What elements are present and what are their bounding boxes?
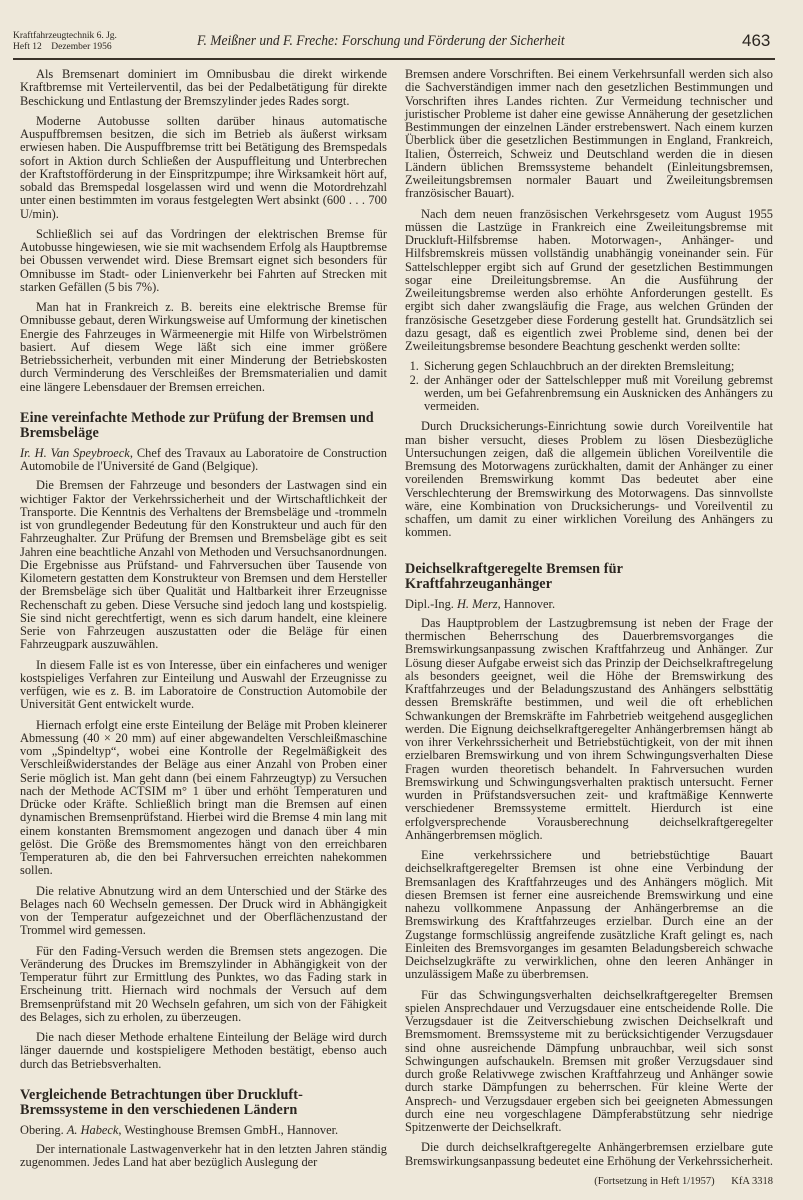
header-rule — [13, 58, 775, 60]
paragraph: Eine verkehrssichere und betriebstüchtige Bauart deichselkraftgeregelter Bremsen ist ohne eine Verbindung der Bremsanlagen des Kraftfahrzeuges und des Anhängers möglich. Mit diesen Bremsen ist ferner eine ausreichende Bremswirkung und eine nahezu vollkommene Anpassung der Anhängerbremse an die Bremswirkung des Kraftfahrzeuges erzielbar. Durch eine an der Zugstange formschlüssig angreifende zusätzliche Kraft gelingt es, nach Einleiten des Bremsvorganges im gesamten Beladungsbereich schwache Deichselzugkräfte zu verwirklichen, ohne den leeren Anhänger in unzulässigem Maße zu überbremsen. — [405, 848, 773, 982]
paragraph: Die Bremsen der Fahrzeuge und besonders der Lastwagen sind ein wichtiger Faktor der Verkehrssicherheit und der Wirtschaftlichkeit der Transporte. Die Kenntnis des Verhaltens der Bremsbeläge und -trommeln ist von grundlegender Bedeutung für den Konstrukteur und auch für den Fahrzeughalter. Zur Prüfung der Bremsen und Bremsbeläge gibt es seit Jahren eine beachtliche Anzahl von Methoden und Versuchsanordnungen. Die Ergebnisse aus Prüfstand- und Fahrversuchen über Tausende von Kilometern gestatten dem Konstrukteur von Bremsen und dem Hersteller der Bremsbeläge sich über Qualität und Haltbarkeit ihrer Erzeugnisse Rechenschaft zu geben. Diese Versuche sind jedoch lang und kostspielig. Sie sind nicht gerechtfertigt, wenn es sich darum handelt, eine kleinere Serie von Fahrzeugen auszustatten oder die Beläge für einen Fahrzeugpark auszuwählen. — [20, 478, 387, 652]
paragraph: Hiernach erfolgt eine erste Einteilung der Beläge mit Proben kleinerer Abmessung (40 × 20 mm) auf einer abgewandelten Verschleißmaschine vom „Spindeltyp“, wobei eine Kontrolle der Regelmäßigkeit des Verschleißwiderstandes der Beläge aus einer Anzahl von Proben einer Serie möglich ist. Man geht dann (bei einem Fahrzeugtyp) zu Versuchen nach der Methode ACTSIM m° 1 über und erhöht Temperaturen und Drücke oder Kräfte. Schließlich bringt man die Bremsen auf einen dynamischen Bremsenprüfstand. Hierbei wird die Bremse 4 min lang mit einem konstanten Bremsmoment angezogen und danach über 4 min gelöst. Die Größe des Bremsmomentes hängt von den erreichbaren Temperaturen ab, die den bei Fahrversuchen erreichten nahekommen sollen. — [20, 717, 387, 878]
running-title: F. Meißner und F. Freche: Forschung und Förderung der Sicherheit — [197, 33, 565, 49]
author-title: Dipl.-Ing. — [405, 596, 457, 611]
reference-code: KfA 3318 — [731, 1175, 773, 1187]
paragraph: Der internationale Lastwagenverkehr hat in den letzten Jahren ständig zugenommen. Jedes Land hat aber bezüglich Auslegung der — [20, 1142, 387, 1170]
author-affiliation: , Westinghouse Bremsen GmbH., Hannover. — [118, 1122, 339, 1137]
article-footer — [405, 1175, 773, 1188]
section-heading: Eine vereinfachte Methode zur Prüfung der Bremsen und Bremsbeläge — [20, 409, 374, 441]
section-heading: Deichselkraftgeregelte Bremsen für Kraftfahrzeuganhänger — [405, 560, 623, 592]
journal-volume: Kraftfahrzeugtechnik 6. Jg. — [13, 31, 117, 41]
paragraph: Man hat in Frankreich z. B. bereits eine elektrische Bremse für Omnibusse gebaut, deren Wirkungsweise auf Umformung der kinetischen Energie des Fahrzeuges in Wärmeenergie mit Hilfe von Wirbelströmen basiert. Auf diesem Wege läßt sich eine immer größere Betriebssicherheit, verbunden mit einer Minderung der Betriebskosten durch Verminderung des Verschleißes der Bremsmaterialien und damit eine längere Lebensdauer der Bremsen erreichen. — [20, 300, 387, 394]
paragraph: Die nach dieser Methode erhaltene Einteilung der Beläge wird durch länger dauernde und kostspieligere Methoden bestätigt, ebenso auch durch das Betriebsverhalten. — [20, 1030, 387, 1071]
paragraph: Für das Schwingungsverhalten deichselkraftgeregelter Bremsen spielen Ansprechdauer und Verzugsdauer eine entscheidende Rolle. Die Verzugsdauer ist die Zeitverschiebung zwischen Deichselkraft und Bremsmoment. Bremssysteme mit zu berücksichtigender Verzugsdauer sind ohne ausreichende Dämpfung unbrauchbar, weil sich sonst Schwingungen aufschaukeln. Bremsen mit großer Verzugsdauer sind durch große Relativwege zwischen Kraftfahrzeug und Anhänger sowie durch starke Dämpfungen zu beherrschen. Für kleine Werte der Ansprech- und Verzugsdauer ergeben sich bei geeigneten Abmessungen durch eine neu vorgeschlagene Dämpferabstützung sehr niedrige Spitzenwerte der Deichselkraft. — [405, 987, 773, 1134]
list-item: 2. der Anhänger oder der Sattelschlepper muß mit Voreilung gebremst werden, um bei Gefahrenbremsung ein Ausknicken des Anhängers zu vermeiden. — [422, 374, 773, 414]
author-line — [20, 447, 387, 474]
section-heading: Vergleichende Betrachtungen über Druckluft-Bremssysteme in den verschiedenen Ländern — [20, 1086, 303, 1118]
author-affiliation: , Hannover. — [497, 596, 556, 611]
continuation-note: (Fortsetzung in Heft 1/1957) — [594, 1175, 715, 1187]
paragraph: Bremsen andere Vorschriften. Bei einem Verkehrsunfall werden sich also die Sachverständigen immer nach den gesetzlichen Bestimmungen und Vorschriften ihres Landes richten. Zur Vermeidung technischer und juristischer Probleme ist daher eine gewisse Annäherung der gesetzlichen Bestimmungen der einzelnen Länder erstrebenswert. Nach einem kurzen Überblick über die gesetzlichen Bestimmungen in England, Frankreich, Italien, Österreich, Schweiz und Deutschland werden die in diesen Ländern üblichen Bremssysteme behandelt (Einleitungsbremsen, Zweileitungsbremsen normaler Bauart und Zweileitungsbremsen französischer Bauart). — [405, 67, 773, 201]
paragraph: Als Bremsenart dominiert im Omnibusbau die direkt wirkende Kraftbremse mit Verteilerventil, das bei der Pedalbetätigung für direkte Beschickung und Entlastung der Bremszylinder jedes Rades sorgt. — [20, 67, 387, 108]
journal-issue: Heft 12 Dezember 1956 — [13, 41, 112, 52]
list-item: 1. Sicherung gegen Schlauchbruch an der direkten Bremsleitung; — [422, 360, 773, 373]
page-number: 463 — [742, 31, 771, 50]
paragraph: Schließlich sei auf das Vordringen der elektrischen Bremse für Autobusse hingewiesen, wie sie mit wachsendem Erfolg als Hauptbremse bei Obussen verwendet wird. Diese Bremsart eignet sich besonders für Omnibusse im Stadt- oder Linienverkehr bei Fahrten auf Strecken mit starken Gefällen (5 bis 7%). — [20, 226, 387, 294]
paragraph: Die durch deichselkraftgeregelte Anhängerbremsen erzielbare gute Bremswirkungsanpassung bedeutet eine Erhöhung der Verkehrssicherheit. — [405, 1140, 773, 1168]
author-name: Ir. H. Van Speybroeck — [20, 445, 130, 460]
paragraph: Die relative Abnutzung wird an dem Unterschied und der Stärke des Belages nach 60 Wechseln gemessen. Der Druck wird in Abhängigkeit von der Temperatur aufgezeichnet und der Oberflächenzustand der Trommel wird gemessen. — [20, 883, 387, 938]
paragraph: Für den Fading-Versuch werden die Bremsen stets angezogen. Die Veränderung des Druckes im Bremszylinder in Abhängigkeit von der Temperatur führt zur Ermittlung des Punktes, wo das Fading stark in Erscheinung tritt. Hiernach wird nochmals der Versuch auf dem Bremsenprüfstand mit 20 Wechseln gefahren, um sich von der Fähigkeit des Belages, sich zu erholen, zu überzeugen. — [20, 943, 387, 1024]
author-title: Obering. — [20, 1122, 67, 1137]
numbered-list — [405, 360, 773, 413]
paragraph: Durch Drucksicherungs-Einrichtung sowie durch Voreilventile hat man bisher versucht, dieses Problem zu lösen Diesbezügliche Untersuchungen zeigen, daß die allgemein üblichen Voreilventile die Bremsung des Motorwagens zurückhalten, damit der Anhänger zu einer voreilenden Bremswirkung kommt Das bedeutet aber eine Verschlechterung der Bremswirkung des Motorwagens. Das sinnvollste wäre, eine Kombination von Drucksicherungs- und Voreilventil zu schaffen, um damit zu einer wirklichen Voreilung des Anhängers zu kommen. — [405, 419, 773, 540]
author-line — [20, 1124, 387, 1137]
author-affiliation: , Chef des Travaux au Laboratoire de Construction Automobile de l'Université de Gand (Belgique). — [20, 445, 387, 473]
paragraph: Das Hauptproblem der Lastzugbremsung ist neben der Frage der thermischen Beherrschung des Dauerbremsvorganges die Bremswirkungsanpassung zwischen Kraftfahrzeug und Anhänger. Zur Lösung dieser Aufgabe erweist sich das Prinzip der Deichselkraftregelung als besonders geeignet, weil die Höhe der Bremswirkung des Kraftfahrzeuges und der Beladungszustand des Anhängers selbsttätig dessen Bremskräfte bestimmen, und weil die oft erheblichen Schwankungen der Bremskräfte im Fahrbetrieb weitgehend ausgeglichen werden. Die Eignung deichselkraftgeregelter Anhängerbremsen hängt ab von ihrer Verkehrssicherheit und Betriebstüchtigkeit, von der mit ihnen erzielbaren Bremswirkung und von ihrem Schwingungsverhalten Diese Fragen wurden theoretisch behandelt. In Fahrversuchen wurden Bremswirkung und Schwingungsverhalten praktisch untersucht. Ferner wurden in Prüfstandsversuchen zeit- und kraftmäßige Kennwerte verschiedener Bremssysteme ermittelt. Hierdurch ist eine erfolgversprechende Vorausberechnung deichselkraftgeregelter Anhängerbremsen möglich. — [405, 615, 773, 842]
left-column — [20, 68, 387, 1177]
paragraph: Nach dem neuen französischen Verkehrsgesetz vom August 1955 müssen die Lastzüge in Frankreich eine Zweileitungsbremse mit Druckluft-Hilfsbremse haben. Motorwagen-, Anhänger- und Hilfsbremskreis müssen vollständig unabhängig voneinander sein. Für Sattelschlepper ergibt sich auf Grund der gesetzlichen Bestimmungen sogar eine Dreileitungsbremse. An die Ausführung der Zweileitungsbremse werden also erhöhte Anforderungen gestellt. Es ergibt sich daher zwangsläufig die Frage, aus welchen Gründen der französische Gesetzgeber diese Forderung gestellt hat. Grundsätzlich sei dazu gesagt, daß es eigentlich zwei Probleme sind, denen bei der Zweileitungsbremse besondere Beachtung geschenkt werden sollte: — [405, 206, 773, 353]
author-line — [405, 598, 773, 611]
journal-info — [13, 31, 117, 52]
paragraph: Moderne Autobusse sollten darüber hinaus automatische Auspuffbremsen besitzen, die sich im Betrieb als äußerst wirksam erwiesen haben. Die Auspuffbremse tritt bei Betätigung des Bremspedals sofort in Aktion durch Schließen der Auspuffleitung und Unterbrechen der Kraftstofförderung in der Einspritzpumpe; ihre Wirksamkeit hört auf, sobald das Bremspedal losgelassen wird und wenn die Motordrehzahl unter einen bestimmten im voraus festgelegten Wert absinkt (600 . . . 700 U/min). — [20, 113, 387, 221]
right-column — [405, 68, 773, 1188]
author-name: H. Merz — [456, 596, 498, 611]
paragraph: In diesem Falle ist es von Interesse, über ein einfacheres und weniger kostspieliges Verfahren zur Einteilung und Auswahl der Erzeugnisse zu verfügen, wie es z. B. im Laboratoire de Construction Automobile der Universität Gent entwickelt wurde. — [20, 657, 387, 712]
author-name: A. Habeck — [66, 1122, 119, 1137]
